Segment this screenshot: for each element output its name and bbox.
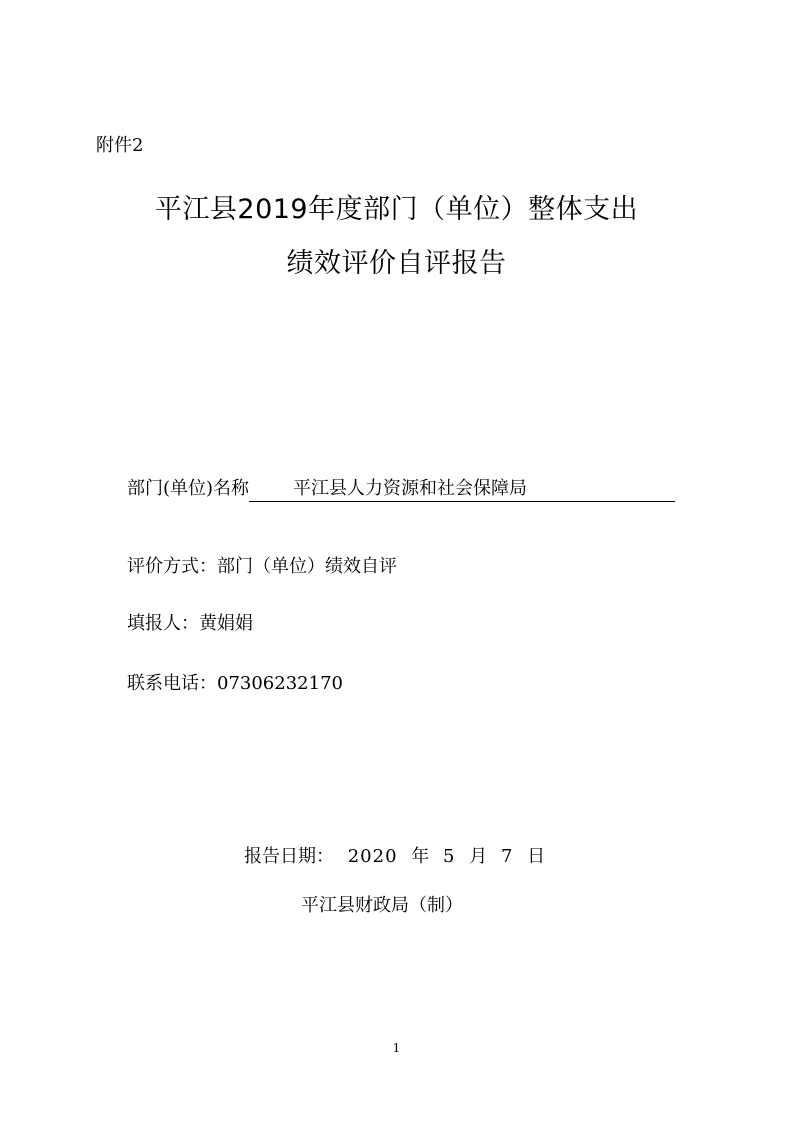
contact-phone: 联系电话：07306232170 — [127, 673, 343, 694]
page-number: 1 — [392, 1041, 401, 1055]
evaluation-method: 评价方式：部门（单位）绩效自评 — [127, 556, 397, 577]
report-date-day: 7 — [500, 846, 514, 867]
department-name-field — [127, 474, 675, 502]
attachment-label: 附件2 — [96, 135, 144, 156]
report-date-year-unit: 年 — [411, 846, 430, 867]
report-date-month: 5 — [443, 846, 456, 867]
report-date-year: 2020 — [347, 846, 398, 867]
report-date-label: 报告日期： — [244, 846, 334, 867]
report-title-line-1: 平江县2019年度部门（单位）整体支出 — [154, 194, 639, 225]
report-date-day-unit: 日 — [527, 846, 546, 867]
department-name-value: 平江县人力资源和社会保障局 — [249, 477, 675, 502]
report-title-line-2: 绩效评价自评报告 — [286, 248, 507, 279]
filler-name: 填报人：黄娟娟 — [127, 613, 253, 634]
report-date — [244, 842, 545, 868]
report-date-month-unit: 月 — [469, 846, 488, 867]
department-name-label: 部门(单位)名称 — [127, 478, 250, 499]
issuer: 平江县财政局（制） — [301, 895, 463, 916]
